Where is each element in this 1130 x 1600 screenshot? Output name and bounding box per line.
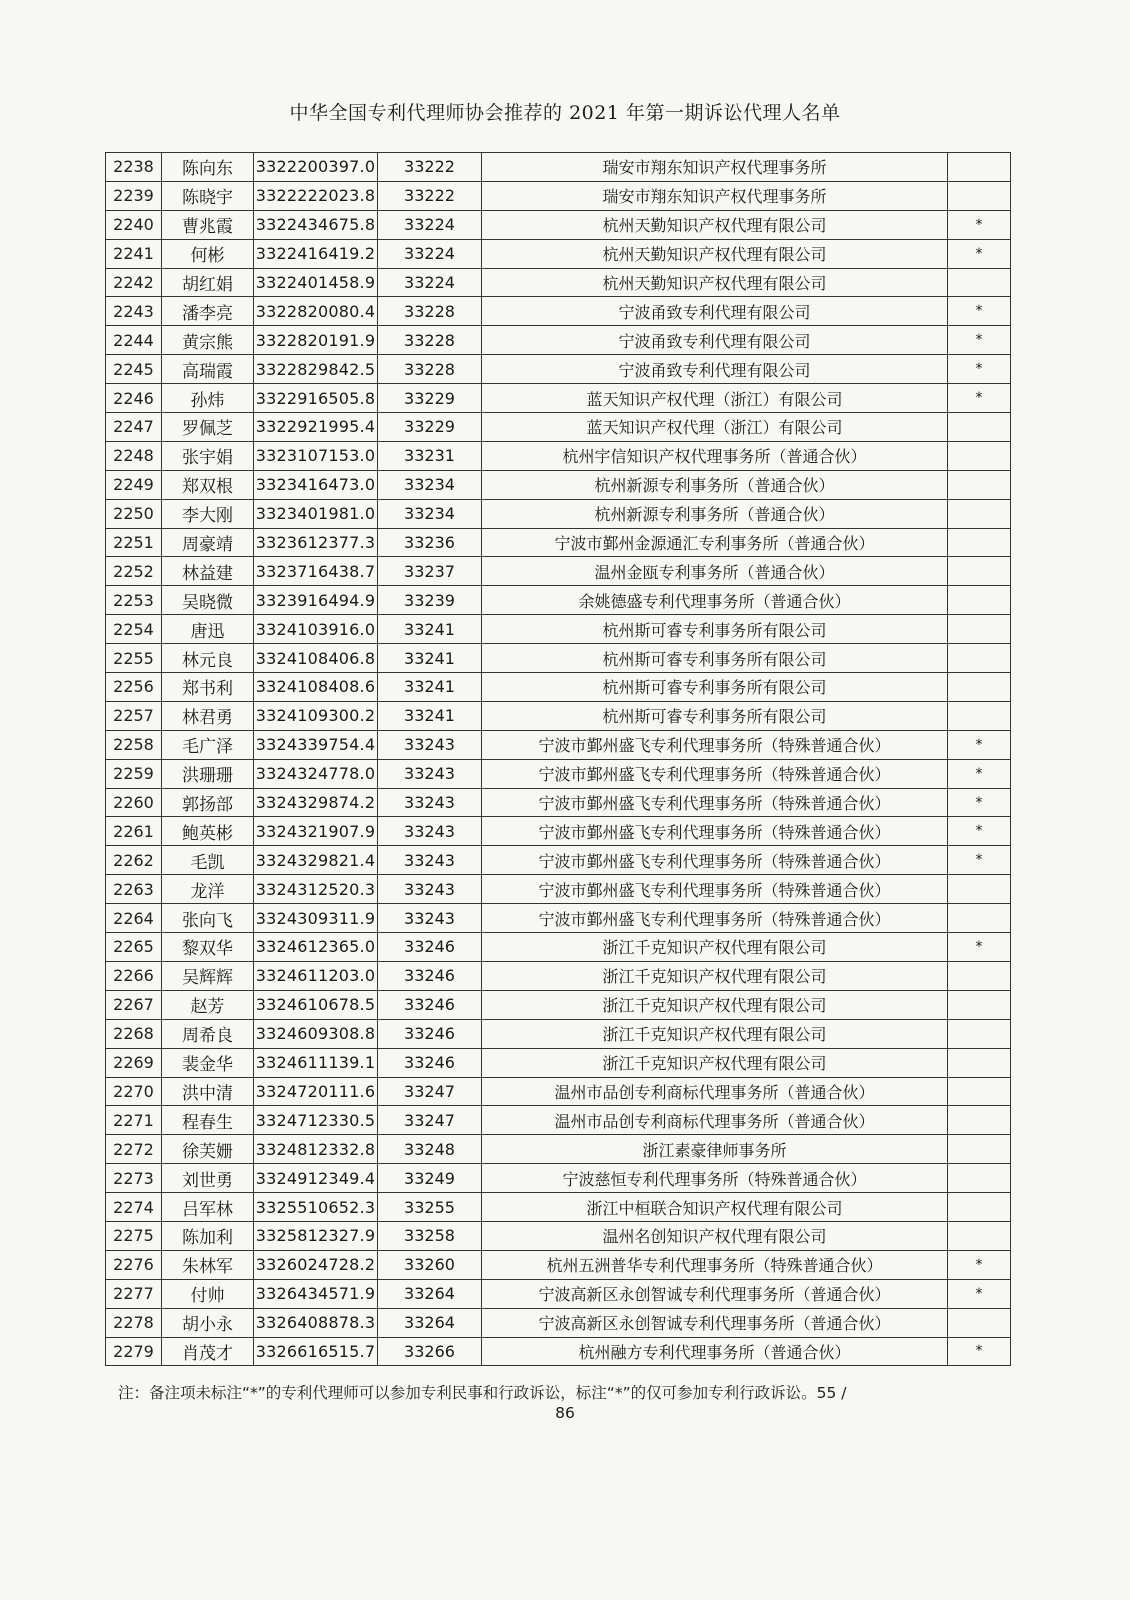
agency-name: 温州名创知识产权代理有限公司 [482,1221,948,1250]
table-row [106,326,1011,355]
serial-number: 2247 [106,413,162,442]
agent-name: 吴辉辉 [162,961,254,990]
agent-name: 罗佩芝 [162,413,254,442]
agent-name: 裴金华 [162,1048,254,1077]
agent-name: 周希良 [162,1019,254,1048]
serial-number: 2277 [106,1279,162,1308]
remark: * [948,846,1011,875]
table-row [106,817,1011,846]
license-number: 3322820191.9 [254,326,378,355]
agency-code: 33228 [378,355,482,384]
agency-name: 宁波甬致专利代理有限公司 [482,326,948,355]
agency-name: 杭州天勤知识产权代理有限公司 [482,268,948,297]
remark: * [948,933,1011,962]
agency-code: 33264 [378,1308,482,1337]
serial-number: 2274 [106,1193,162,1222]
agency-name: 瑞安市翔东知识产权代理事务所 [482,153,948,182]
agency-code: 33228 [378,326,482,355]
agent-name: 洪中清 [162,1077,254,1106]
license-number: 3323401981.0 [254,499,378,528]
table-row [106,268,1011,297]
agency-name: 杭州天勤知识产权代理有限公司 [482,210,948,239]
license-number: 3325812327.9 [254,1221,378,1250]
license-number: 3324103916.0 [254,615,378,644]
agency-name: 浙江千克知识产权代理有限公司 [482,1048,948,1077]
remark [948,1048,1011,1077]
table-row [106,153,1011,182]
agent-name: 胡小永 [162,1308,254,1337]
license-number: 3324309311.9 [254,904,378,933]
agency-code: 33229 [378,413,482,442]
agency-name: 杭州斯可睿专利事务所有限公司 [482,615,948,644]
agency-name: 浙江中桓联合知识产权代理有限公司 [482,1193,948,1222]
remark [948,1077,1011,1106]
agency-name: 杭州融方专利代理事务所（普通合伙） [482,1337,948,1366]
agent-name: 鲍英彬 [162,817,254,846]
license-number: 3325510652.3 [254,1193,378,1222]
license-number: 3322921995.4 [254,413,378,442]
table-row [106,1221,1011,1250]
table-row [106,384,1011,413]
agency-name: 宁波市鄞州盛飞专利代理事务所（特殊普通合伙） [482,846,948,875]
license-number: 3324108408.6 [254,673,378,702]
table-row [106,239,1011,268]
agency-code: 33222 [378,181,482,210]
agent-name: 毛广泽 [162,730,254,759]
table-row [106,1048,1011,1077]
page-total: 86 [555,1404,575,1422]
agent-name: 肖茂才 [162,1337,254,1366]
roster-table [105,152,1011,1366]
agency-name: 浙江千克知识产权代理有限公司 [482,933,948,962]
table-row [106,615,1011,644]
license-number: 3324611203.0 [254,961,378,990]
table-row [106,701,1011,730]
agent-name: 吕军林 [162,1193,254,1222]
serial-number: 2267 [106,990,162,1019]
agency-code: 33237 [378,557,482,586]
serial-number: 2259 [106,759,162,788]
agency-code: 33234 [378,470,482,499]
serial-number: 2239 [106,181,162,210]
license-number: 3323416473.0 [254,470,378,499]
agency-code: 33229 [378,384,482,413]
agent-name: 潘李亮 [162,297,254,326]
agency-code: 33260 [378,1250,482,1279]
agency-code: 33249 [378,1164,482,1193]
serial-number: 2254 [106,615,162,644]
agency-name: 浙江千克知识产权代理有限公司 [482,961,948,990]
license-number: 3324108406.8 [254,644,378,673]
remark [948,413,1011,442]
agent-name: 郑书利 [162,673,254,702]
agent-name: 孙炜 [162,384,254,413]
agent-name: 唐迅 [162,615,254,644]
agency-code: 33246 [378,933,482,962]
serial-number: 2256 [106,673,162,702]
agent-name: 程春生 [162,1106,254,1135]
license-number: 3322820080.4 [254,297,378,326]
agent-name: 郑双根 [162,470,254,499]
agency-name: 杭州新源专利事务所（普通合伙） [482,499,948,528]
remark [948,153,1011,182]
agent-name: 龙洋 [162,875,254,904]
serial-number: 2243 [106,297,162,326]
remark [948,1164,1011,1193]
license-number: 3324321907.9 [254,817,378,846]
serial-number: 2240 [106,210,162,239]
table-row [106,904,1011,933]
license-number: 3324609308.8 [254,1019,378,1048]
table-row [106,470,1011,499]
agent-name: 付帅 [162,1279,254,1308]
agency-code: 33241 [378,673,482,702]
remark: * [948,297,1011,326]
license-number: 3324812332.8 [254,1135,378,1164]
remark [948,1193,1011,1222]
remark: * [948,326,1011,355]
serial-number: 2250 [106,499,162,528]
serial-number: 2248 [106,441,162,470]
agent-name: 郭扬部 [162,788,254,817]
table-row [106,730,1011,759]
agency-name: 杭州五洲普华专利代理事务所（特殊普通合伙） [482,1250,948,1279]
table-row [106,499,1011,528]
table-row [106,846,1011,875]
table-row [106,788,1011,817]
agency-code: 33234 [378,499,482,528]
license-number: 3324339754.4 [254,730,378,759]
serial-number: 2262 [106,846,162,875]
agent-name: 黄宗熊 [162,326,254,355]
license-number: 3322200397.0 [254,153,378,182]
license-number: 3324612365.0 [254,933,378,962]
agent-name: 黎双华 [162,933,254,962]
serial-number: 2270 [106,1077,162,1106]
table-row [106,1250,1011,1279]
agency-name: 宁波市鄞州盛飞专利代理事务所（特殊普通合伙） [482,730,948,759]
agent-name: 张宇娟 [162,441,254,470]
serial-number: 2279 [106,1337,162,1366]
agency-name: 温州市品创专利商标代理事务所（普通合伙） [482,1077,948,1106]
agency-code: 33243 [378,846,482,875]
serial-number: 2266 [106,961,162,990]
agent-name: 朱林军 [162,1250,254,1279]
agent-name: 林元良 [162,644,254,673]
agent-name: 林君勇 [162,701,254,730]
agency-name: 宁波慈恒专利代理事务所（特殊普通合伙） [482,1164,948,1193]
license-number: 3323612377.3 [254,528,378,557]
table-row [106,557,1011,586]
agency-code: 33228 [378,297,482,326]
agency-name: 温州金瓯专利事务所（普通合伙） [482,557,948,586]
license-number: 3324109300.2 [254,701,378,730]
agency-name: 杭州宇信知识产权代理事务所（普通合伙） [482,441,948,470]
license-number: 3326024728.2 [254,1250,378,1279]
license-number: 3324912349.4 [254,1164,378,1193]
table-row [106,644,1011,673]
license-number: 3324610678.5 [254,990,378,1019]
remark: * [948,730,1011,759]
serial-number: 2269 [106,1048,162,1077]
agent-name: 陈向东 [162,153,254,182]
serial-number: 2252 [106,557,162,586]
agency-code: 33231 [378,441,482,470]
remark [948,1106,1011,1135]
agency-code: 33255 [378,1193,482,1222]
table-row [106,1279,1011,1308]
agency-code: 33247 [378,1106,482,1135]
agency-name: 宁波甬致专利代理有限公司 [482,355,948,384]
remark [948,961,1011,990]
serial-number: 2278 [106,1308,162,1337]
agency-name: 蓝天知识产权代理（浙江）有限公司 [482,413,948,442]
table-row [106,355,1011,384]
serial-number: 2244 [106,326,162,355]
footnote: 注：备注项未标注“*”的专利代理师可以参加专利民事和行政诉讼，标注“*”的仅可参加专利行政诉讼。55 / [118,1384,847,1402]
remark [948,557,1011,586]
remark [948,181,1011,210]
agency-name: 温州市品创专利商标代理事务所（普通合伙） [482,1106,948,1135]
license-number: 3322416419.2 [254,239,378,268]
agent-name: 何彬 [162,239,254,268]
remark: * [948,384,1011,413]
license-number: 3322829842.5 [254,355,378,384]
remark: * [948,817,1011,846]
remark [948,1221,1011,1250]
agency-code: 33224 [378,268,482,297]
remark [948,268,1011,297]
agent-name: 林益建 [162,557,254,586]
serial-number: 2249 [106,470,162,499]
agency-name: 宁波市鄞州金源通汇专利事务所（普通合伙） [482,528,948,557]
agency-code: 33239 [378,586,482,615]
agency-code: 33246 [378,1019,482,1048]
page-title: 中华全国专利代理师协会推荐的 2021 年第一期诉讼代理人名单 [289,102,841,124]
agency-name: 宁波市鄞州盛飞专利代理事务所（特殊普通合伙） [482,759,948,788]
agency-code: 33241 [378,644,482,673]
license-number: 3324324778.0 [254,759,378,788]
agency-code: 33248 [378,1135,482,1164]
remark [948,499,1011,528]
remark [948,644,1011,673]
license-number: 3323716438.7 [254,557,378,586]
serial-number: 2251 [106,528,162,557]
remark [948,528,1011,557]
table-row [106,1308,1011,1337]
table-row [106,210,1011,239]
remark: * [948,759,1011,788]
agency-code: 33258 [378,1221,482,1250]
agency-code: 33264 [378,1279,482,1308]
table-row [106,441,1011,470]
agency-name: 浙江素豪律师事务所 [482,1135,948,1164]
agency-name: 宁波市鄞州盛飞专利代理事务所（特殊普通合伙） [482,904,948,933]
agency-code: 33241 [378,701,482,730]
remark: * [948,788,1011,817]
remark [948,1308,1011,1337]
agency-code: 33224 [378,210,482,239]
table-row [106,1193,1011,1222]
agent-name: 刘世勇 [162,1164,254,1193]
serial-number: 2245 [106,355,162,384]
agency-name: 杭州斯可睿专利事务所有限公司 [482,701,948,730]
remark [948,673,1011,702]
roster-body [106,153,1011,1366]
remark: * [948,210,1011,239]
agent-name: 张向飞 [162,904,254,933]
agency-code: 33241 [378,615,482,644]
table-row [106,1164,1011,1193]
agency-name: 宁波市鄞州盛飞专利代理事务所（特殊普通合伙） [482,875,948,904]
table-row [106,990,1011,1019]
serial-number: 2246 [106,384,162,413]
agent-name: 曹兆霞 [162,210,254,239]
agency-name: 宁波市鄞州盛飞专利代理事务所（特殊普通合伙） [482,817,948,846]
agency-name: 杭州斯可睿专利事务所有限公司 [482,644,948,673]
remark: * [948,239,1011,268]
license-number: 3324329874.2 [254,788,378,817]
agent-name: 洪珊珊 [162,759,254,788]
serial-number: 2255 [106,644,162,673]
agency-name: 宁波高新区永创智诚专利代理事务所（普通合伙） [482,1308,948,1337]
agency-code: 33246 [378,961,482,990]
agent-name: 高瑞霞 [162,355,254,384]
license-number: 3324712330.5 [254,1106,378,1135]
remark: * [948,355,1011,384]
agency-code: 33224 [378,239,482,268]
table-row [106,673,1011,702]
remark [948,586,1011,615]
agent-name: 胡红娟 [162,268,254,297]
agency-code: 33246 [378,1048,482,1077]
remark [948,1135,1011,1164]
agency-code: 33266 [378,1337,482,1366]
agent-name: 周豪靖 [162,528,254,557]
agency-code: 33222 [378,153,482,182]
remark [948,990,1011,1019]
agency-code: 33246 [378,990,482,1019]
agency-name: 浙江千克知识产权代理有限公司 [482,990,948,1019]
agency-code: 33243 [378,788,482,817]
table-row [106,961,1011,990]
table-row [106,1135,1011,1164]
agency-code: 33243 [378,904,482,933]
serial-number: 2276 [106,1250,162,1279]
agency-code: 33243 [378,730,482,759]
agency-name: 宁波市鄞州盛飞专利代理事务所（特殊普通合伙） [482,788,948,817]
agent-name: 毛凯 [162,846,254,875]
agency-name: 杭州天勤知识产权代理有限公司 [482,239,948,268]
agency-name: 宁波高新区永创智诚专利代理事务所（普通合伙） [482,1279,948,1308]
agency-name: 浙江千克知识产权代理有限公司 [482,1019,948,1048]
table-row [106,1337,1011,1366]
agency-code: 33243 [378,817,482,846]
serial-number: 2275 [106,1221,162,1250]
license-number: 3323107153.0 [254,441,378,470]
serial-number: 2264 [106,904,162,933]
serial-number: 2260 [106,788,162,817]
remark [948,904,1011,933]
license-number: 3322434675.8 [254,210,378,239]
license-number: 3324329821.4 [254,846,378,875]
serial-number: 2272 [106,1135,162,1164]
remark: * [948,1337,1011,1366]
serial-number: 2238 [106,153,162,182]
license-number: 3326408878.3 [254,1308,378,1337]
license-number: 3322401458.9 [254,268,378,297]
table-row [106,1077,1011,1106]
table-row [106,413,1011,442]
license-number: 3324611139.1 [254,1048,378,1077]
serial-number: 2271 [106,1106,162,1135]
agency-code: 33247 [378,1077,482,1106]
serial-number: 2263 [106,875,162,904]
agency-name: 杭州斯可睿专利事务所有限公司 [482,673,948,702]
agency-name: 余姚德盛专利代理事务所（普通合伙） [482,586,948,615]
serial-number: 2241 [106,239,162,268]
agent-name: 陈加利 [162,1221,254,1250]
agency-name: 宁波甬致专利代理有限公司 [482,297,948,326]
license-number: 3326616515.7 [254,1337,378,1366]
agency-name: 蓝天知识产权代理（浙江）有限公司 [482,384,948,413]
remark [948,441,1011,470]
agent-name: 吴晓微 [162,586,254,615]
remark [948,470,1011,499]
serial-number: 2258 [106,730,162,759]
agency-name: 杭州新源专利事务所（普通合伙） [482,470,948,499]
license-number: 3324312520.3 [254,875,378,904]
table-row [106,181,1011,210]
remark [948,615,1011,644]
remark: * [948,1250,1011,1279]
table-row [106,297,1011,326]
table-row [106,1106,1011,1135]
remark: * [948,1279,1011,1308]
table-row [106,1019,1011,1048]
agency-code: 33243 [378,875,482,904]
table-row [106,933,1011,962]
serial-number: 2273 [106,1164,162,1193]
table-row [106,586,1011,615]
license-number: 3322222023.8 [254,181,378,210]
table-row [106,759,1011,788]
serial-number: 2242 [106,268,162,297]
serial-number: 2257 [106,701,162,730]
agent-name: 徐芙姗 [162,1135,254,1164]
agent-name: 陈晓宇 [162,181,254,210]
serial-number: 2265 [106,933,162,962]
remark [948,701,1011,730]
serial-number: 2261 [106,817,162,846]
agent-name: 赵芳 [162,990,254,1019]
license-number: 3322916505.8 [254,384,378,413]
license-number: 3326434571.9 [254,1279,378,1308]
remark [948,875,1011,904]
license-number: 3324720111.6 [254,1077,378,1106]
remark [948,1019,1011,1048]
table-row [106,875,1011,904]
agency-code: 33243 [378,759,482,788]
table-row [106,528,1011,557]
serial-number: 2253 [106,586,162,615]
agency-code: 33236 [378,528,482,557]
agency-name: 瑞安市翔东知识产权代理事务所 [482,181,948,210]
license-number: 3323916494.9 [254,586,378,615]
agent-name: 李大刚 [162,499,254,528]
serial-number: 2268 [106,1019,162,1048]
